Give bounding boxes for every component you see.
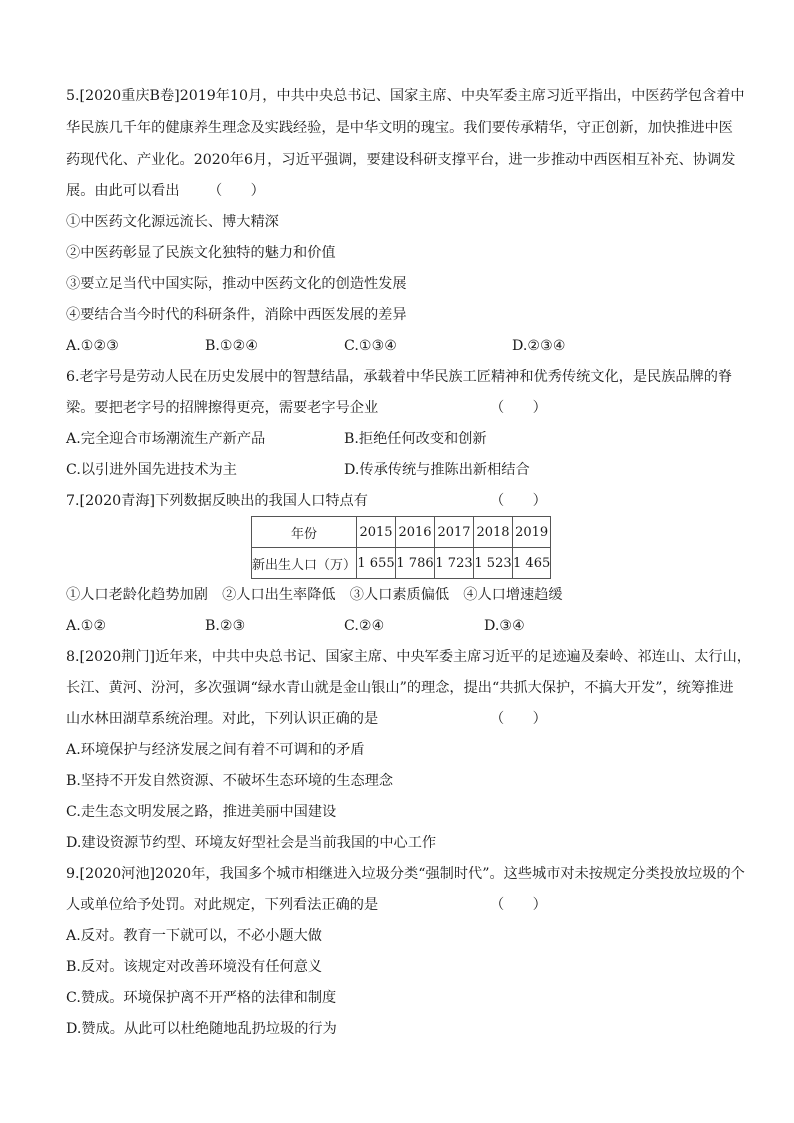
- q7-option-d: D.③④: [484, 618, 525, 634]
- table-row-header: [252, 517, 551, 548]
- q5-stem-line-2: 华民族几千年的健康养生理念及实践经验，是中华文明的瑰宝。我们要传承精华，守正创新，加快推进中医: [66, 120, 733, 136]
- q7-answer-blank: （ ）: [490, 493, 547, 509]
- q9-stem-line-2: 人或单位给予处罚。对此规定，下列看法正确的是: [66, 897, 379, 913]
- q5-stem-line-1: 5.[2020重庆B卷]2019年10月，中共中央总书记、国家主席、中央军委主席习近平指出，中医药学包含着中: [66, 88, 745, 104]
- q5-option-a: A.①②③: [66, 338, 119, 354]
- q8-option-c: C.走生态文明发展之路，推进美丽中国建设: [66, 804, 337, 820]
- q7-items: ①人口老龄化趋势加剧 ②人口出生率降低 ③人口素质偏低 ④人口增速趋缓: [66, 587, 563, 603]
- table-year-2019: 2019: [513, 517, 551, 548]
- table-year-2016: 2016: [396, 517, 435, 548]
- q5-item-3: ③要立足当代中国实际，推动中医药文化的创造性发展: [66, 276, 407, 292]
- table-year-2018: 2018: [474, 517, 513, 548]
- q5-item-4: ④要结合当今时代的科研条件，消除中西医发展的差异: [66, 307, 407, 323]
- q6-option-c: C.以引进外国先进技术为主: [66, 462, 237, 478]
- table-row-births: [252, 548, 551, 579]
- q6-option-d: D.传承传统与推陈出新相结合: [344, 462, 530, 478]
- q9-option-a: A.反对。教育一下就可以，不必小题大做: [66, 928, 322, 944]
- q8-answer-blank: （ ）: [490, 711, 547, 727]
- q8-option-d: D.建设资源节约型、环境友好型社会是当前我国的中心工作: [66, 835, 437, 851]
- table-value-2017: 1 723: [435, 548, 474, 579]
- table-year-2015: 2015: [357, 517, 396, 548]
- q5-option-d: D.②③④: [512, 338, 566, 354]
- q5-option-c: C.①③④: [344, 338, 398, 354]
- q9-option-c: C.赞成。环境保护离不开严格的法律和制度: [66, 990, 337, 1006]
- q6-stem-line-2: 梁。要把老字号的招牌擦得更亮，需要老字号企业: [66, 400, 379, 416]
- q9-answer-blank: （ ）: [490, 897, 547, 913]
- q6-stem-line-1: 6.老字号是劳动人民在历史发展中的智慧结晶，承载着中华民族工匠精神和优秀传统文化，是民族品牌的脊: [66, 369, 733, 385]
- table-row-label: 新出生人口（万）: [252, 548, 357, 579]
- q9-option-b: B.反对。该规定对改善环境没有任何意义: [66, 959, 323, 975]
- q6-option-b: B.拒绝任何改变和创新: [344, 431, 487, 447]
- table-value-2019: 1 465: [513, 548, 551, 579]
- q7-option-c: C.②④: [344, 618, 385, 634]
- table-header-label: 年份: [252, 517, 357, 548]
- q9-option-d: D.赞成。从此可以杜绝随地乱扔垃圾的行为: [66, 1021, 337, 1037]
- table-value-2018: 1 523: [474, 548, 513, 579]
- q6-answer-blank: （ ）: [490, 400, 547, 416]
- q8-option-a: A.环境保护与经济发展之间有着不可调和的矛盾: [66, 742, 365, 758]
- q7-option-b: B.②③: [205, 618, 246, 634]
- table-year-2017: 2017: [435, 517, 474, 548]
- q5-item-1: ①中医药文化源远流长、博大精深: [66, 214, 279, 230]
- q7-option-a: A.①②: [66, 618, 107, 634]
- q8-option-b: B.坚持不开发自然资源、不破坏生态环境的生态理念: [66, 773, 394, 789]
- q8-stem-line-1: 8.[2020荆门]近年来，中共中央总书记、国家主席、中央军委主席习近平的足迹遍及秦岭、祁连山、太行山，: [66, 649, 751, 665]
- q8-stem-line-3: 山水林田湖草系统治理。对此，下列认识正确的是: [66, 711, 379, 727]
- q5-option-b: B.①②④: [205, 338, 259, 354]
- q6-option-a: A.完全迎合市场潮流生产新产品: [66, 431, 266, 447]
- table-value-2015: 1 655: [357, 548, 396, 579]
- q7-stem: 7.[2020青海]下列数据反映出的我国人口特点有: [66, 493, 368, 509]
- q5-answer-blank: （ ）: [208, 183, 265, 199]
- table-value-2016: 1 786: [396, 548, 435, 579]
- q8-stem-line-2: 长江、黄河、汾河，多次强调“绿水青山就是金山银山”的理念，提出“共抓大保护，不搞大开发”，统筹推进: [66, 680, 734, 696]
- q9-stem-line-1: 9.[2020河池]2020年，我国多个城市相继进入垃圾分类“强制时代”。这些城市对未按规定分类投放垃圾的个: [66, 866, 745, 882]
- q5-stem-line-3: 药现代化、产业化。2020年6月，习近平强调，要建设科研支撑平台，进一步推动中西医相互补充、协调发: [66, 152, 736, 168]
- population-table: [251, 516, 551, 579]
- q5-stem-line-4: 展。由此可以看出: [66, 183, 180, 199]
- q5-item-2: ②中医药彰显了民族文化独特的魅力和价值: [66, 245, 336, 261]
